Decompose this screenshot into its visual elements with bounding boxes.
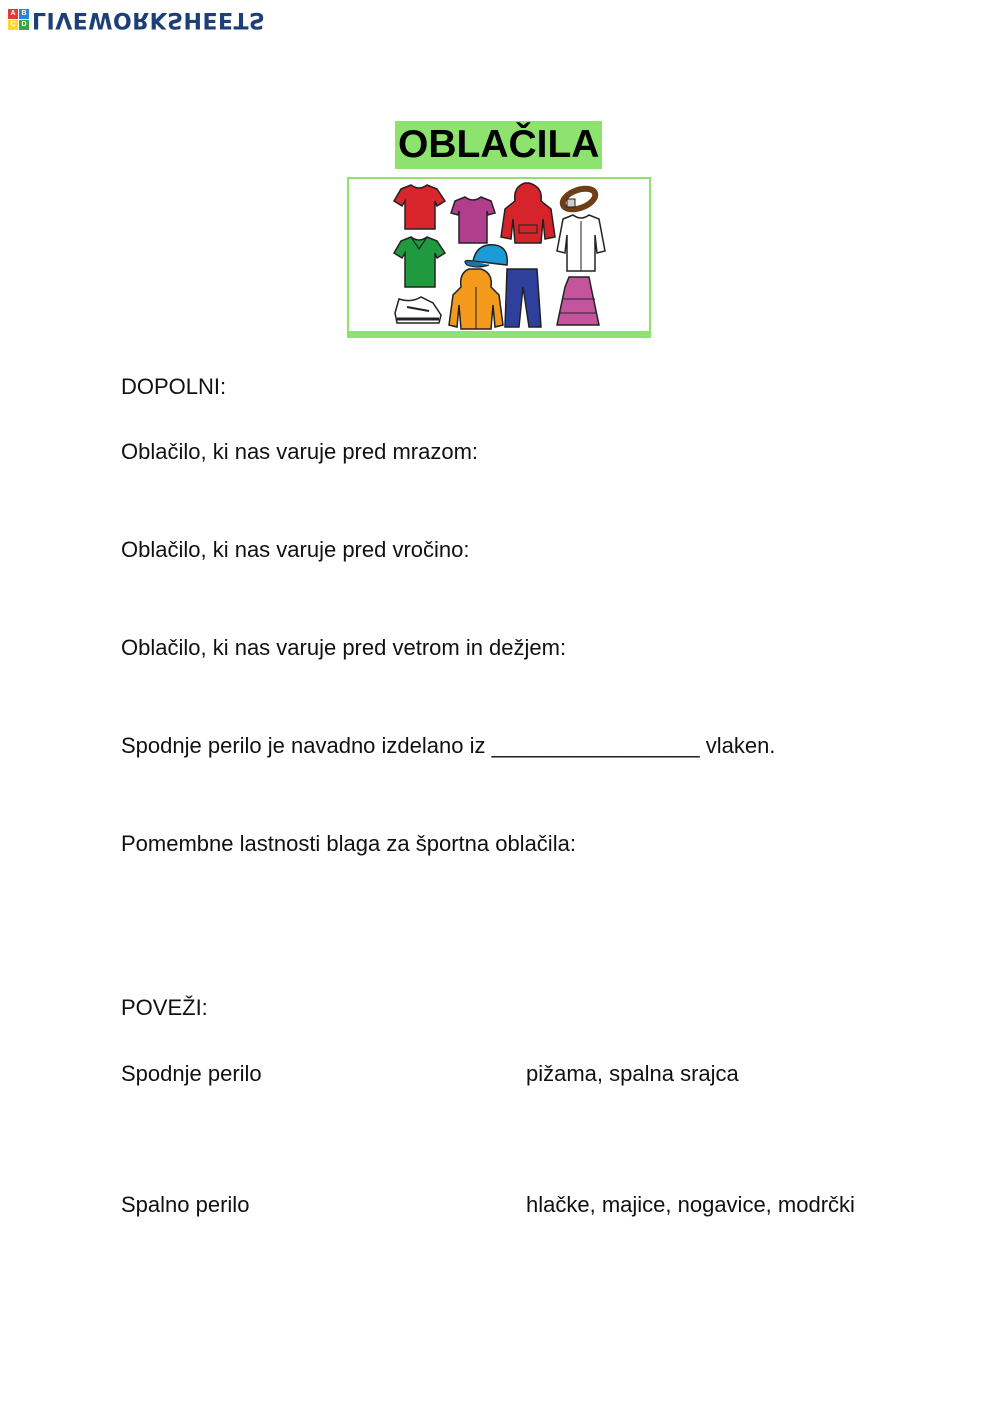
hoodie-icon: [501, 183, 555, 243]
clothes-illustration: [347, 177, 651, 338]
clothes-svg: [349, 179, 649, 331]
belt-icon: [560, 185, 598, 214]
logo-blocks: [8, 9, 29, 30]
cap-icon: [465, 245, 507, 267]
logo-text: LIVEWORKSHEETS: [32, 6, 266, 32]
match-left-item: Spalno perilo: [121, 1192, 250, 1217]
blouse-icon: [451, 197, 495, 243]
fill-item-heat: Oblačilo, ki nas varuje pred vročino:: [121, 537, 470, 562]
match-right-item: hlačke, majice, nogavice, modrčki: [526, 1192, 855, 1217]
fill-item-underwear-fibers: Spodnje perilo je navadno izdelano iz _________________ vlaken.: [121, 733, 776, 758]
match-left-item: Spodnje perilo: [121, 1061, 262, 1086]
jeans-icon: [505, 269, 541, 327]
fill-heading: DOPOLNI:: [121, 374, 227, 399]
logo-block: C: [8, 20, 18, 30]
fill-item-frost: Oblačilo, ki nas varuje pred mrazom:: [121, 439, 479, 464]
t-shirt-icon: [394, 185, 445, 229]
liveworksheets-logo: [8, 6, 265, 32]
jacket-icon: [449, 269, 503, 329]
page-title: OBLAČILA: [395, 121, 602, 169]
logo-block: A: [8, 9, 18, 19]
logo-block: B: [19, 9, 29, 19]
fill-item-wind-rain: Oblačilo, ki nas varuje pred vetrom in dežjem:: [121, 635, 567, 660]
sneaker-icon: [395, 297, 441, 323]
polo-shirt-icon: [394, 237, 445, 287]
fill-item-sport-fabric: Pomembne lastnosti blaga za športna oblačila:: [121, 831, 576, 856]
match-heading: POVEŽI:: [121, 995, 208, 1020]
match-right-item: pižama, spalna srajca: [526, 1061, 739, 1086]
dress-shirt-icon: [557, 215, 605, 271]
skirt-icon: [557, 277, 599, 325]
logo-block: D: [19, 20, 29, 30]
